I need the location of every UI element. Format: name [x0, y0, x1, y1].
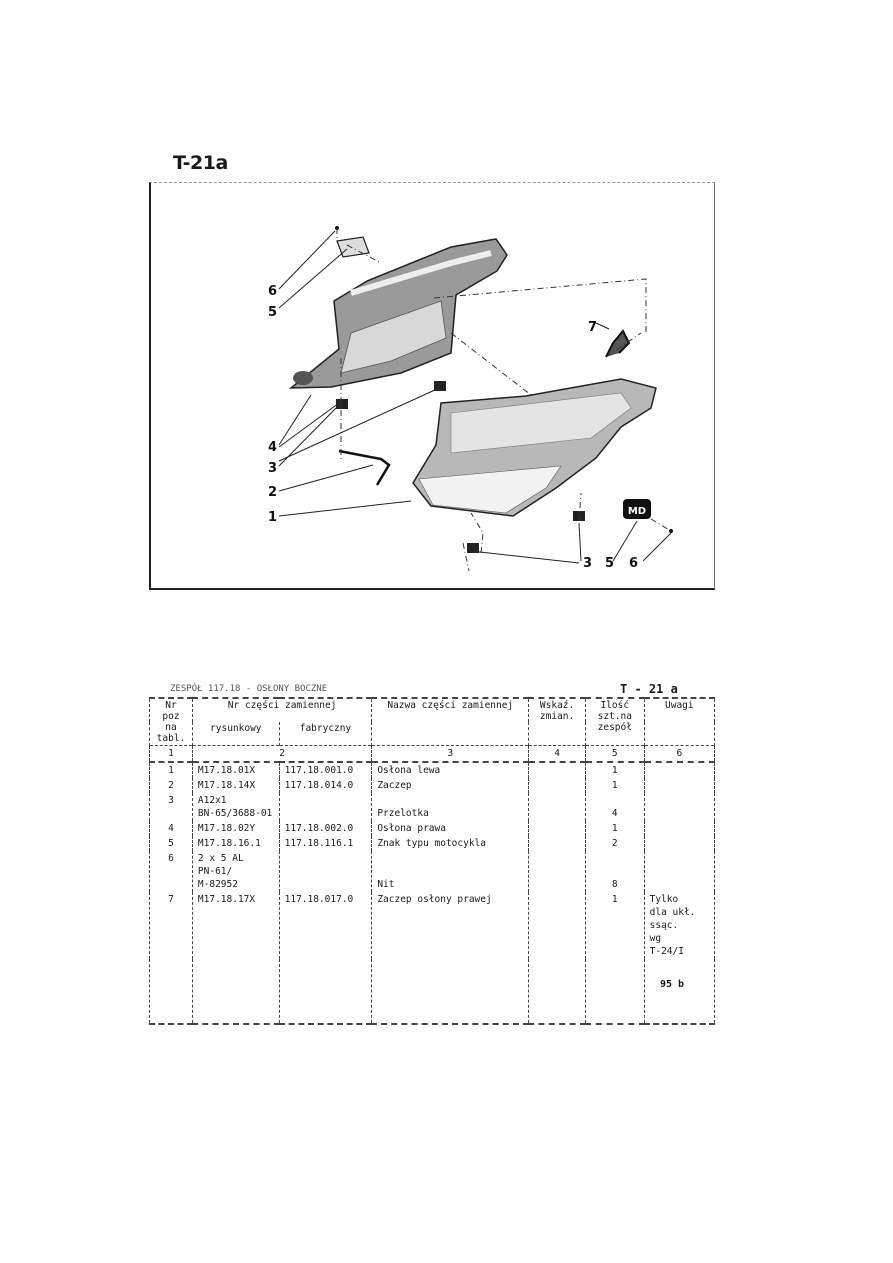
cell-uwagi [644, 762, 714, 778]
cell-fabryczny: 117.18.017.0 [279, 892, 372, 959]
cell-fabryczny [279, 793, 372, 821]
callout-bottom-6: 6 [629, 556, 639, 571]
badge-plate-bottom [623, 499, 651, 519]
col-number: 4 [529, 746, 586, 763]
col-number: 6 [644, 746, 714, 763]
cell-ilosc: 1 [585, 762, 644, 778]
cell-rysunkowy: M17.18.01X [192, 762, 279, 778]
callout-bottom-3: 3 [583, 556, 593, 571]
table-header-row [150, 698, 715, 722]
cell-nazwa: Przelotka [372, 793, 529, 821]
cell-wskaz [529, 778, 586, 793]
table-row [150, 851, 715, 892]
cell-ilosc: 1 [585, 778, 644, 793]
cell-fabryczny: 117.18.014.0 [279, 778, 372, 793]
header-pos: Nr poz na tabl. [150, 698, 193, 746]
cell-nazwa: Znak typu motocykla [372, 836, 529, 851]
cell-rysunkowy: M17.18.02Y [192, 821, 279, 836]
callout-2: 2 [268, 485, 278, 500]
callout-5: 5 [268, 305, 278, 320]
col-number: 2 [192, 746, 371, 763]
clip [606, 331, 629, 357]
cell-uwagi [644, 836, 714, 851]
header-nazwa: Nazwa części zamiennej [372, 698, 529, 746]
cell-wskaz [529, 836, 586, 851]
table-row [150, 778, 715, 793]
header-ilosc: Ilość szt.na zespół [585, 698, 644, 746]
cell-rysunkowy: 2 x 5 AL PN-61/ M-82952 [192, 851, 279, 892]
cell-wskaz [529, 793, 586, 821]
callout-4: 4 [268, 440, 278, 455]
cell-pos: 1 [150, 762, 193, 778]
cell-pos: 3 [150, 793, 193, 821]
callout-7: 7 [588, 320, 598, 335]
cell-nazwa: Osłona prawa [372, 821, 529, 836]
cell-fabryczny: 117.18.116.1 [279, 836, 372, 851]
cell-wskaz [529, 851, 586, 892]
cell-ilosc: 2 [585, 836, 644, 851]
column-number-row [150, 746, 715, 763]
cell-pos: 7 [150, 892, 193, 959]
cell-fabryczny: 117.18.002.0 [279, 821, 372, 836]
cell-uwagi [644, 851, 714, 892]
left-side-cover [291, 239, 507, 388]
exploded-view-figure [149, 182, 715, 590]
cell-rysunkowy: M17.18.17X [192, 892, 279, 959]
cell-wskaz [529, 821, 586, 836]
cell-pos: 6 [150, 851, 193, 892]
cell-ilosc: 1 [585, 821, 644, 836]
table-plate-ref: T - 21 a [620, 682, 678, 696]
table-row [150, 762, 715, 778]
col-number: 5 [585, 746, 644, 763]
table-caption: ZESPÓŁ 117.18 - OSŁONY BOCZNE [170, 684, 328, 694]
callout-3: 3 [268, 461, 278, 476]
cell-ilosc: 8 [585, 851, 644, 892]
cell-uwagi [644, 821, 714, 836]
cell-fabryczny [279, 851, 372, 892]
right-side-cover [413, 379, 656, 516]
table-row [150, 793, 715, 821]
header-uwagi: Uwagi [644, 698, 714, 746]
cell-pos: 2 [150, 778, 193, 793]
header-rysunkowy: rysunkowy [192, 722, 279, 745]
cell-uwagi [644, 793, 714, 821]
col-number: 1 [150, 746, 193, 763]
page-number: 95 b [660, 979, 685, 990]
badge-text: MD [627, 506, 647, 517]
cell-ilosc: 1 [585, 892, 644, 959]
cell-wskaz [529, 762, 586, 778]
cell-nazwa: Zaczep [372, 778, 529, 793]
callout-6: 6 [268, 284, 278, 299]
table-blank-row [150, 959, 715, 1024]
parts-table [149, 697, 715, 1025]
cell-fabryczny: 117.18.001.0 [279, 762, 372, 778]
callout-bottom-5: 5 [605, 556, 615, 571]
cell-uwagi [644, 778, 714, 793]
header-nr-group: Nr części zamiennej [192, 698, 371, 722]
cell-pos: 4 [150, 821, 193, 836]
table-row [150, 892, 715, 959]
cell-nazwa: Osłona lewa [372, 762, 529, 778]
col-number: 3 [372, 746, 529, 763]
cell-rysunkowy: M17.18.16.1 [192, 836, 279, 851]
header-fabryczny: fabryczny [279, 722, 372, 745]
table-row [150, 836, 715, 851]
cell-ilosc: 4 [585, 793, 644, 821]
cell-rysunkowy: A12x1 BN-65/3688-01 [192, 793, 279, 821]
cell-wskaz [529, 892, 586, 959]
plate-label: T-21a [173, 152, 228, 174]
table-row [150, 821, 715, 836]
cell-pos: 5 [150, 836, 193, 851]
callout-1: 1 [268, 510, 278, 525]
header-wskaz: Wskaź. zmian. [529, 698, 586, 746]
exploded-view-drawing [151, 183, 717, 591]
cell-rysunkowy: M17.18.14X [192, 778, 279, 793]
cell-nazwa: Zaczep osłony prawej [372, 892, 529, 959]
cell-uwagi: Tylko dla ukł. ssąc. wg T-24/I [644, 892, 714, 959]
cell-nazwa: Nit [372, 851, 529, 892]
